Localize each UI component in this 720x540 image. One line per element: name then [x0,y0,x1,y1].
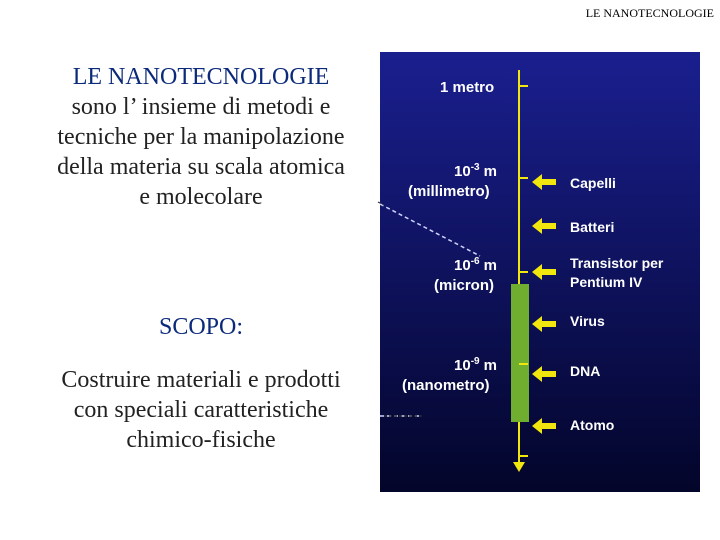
scale-base: 10 [454,257,471,274]
object-label: DNA [570,363,601,379]
scale-desc: (nanometro) [402,377,490,394]
object-label: Capelli [570,175,616,191]
object-label: Transistor per [570,255,664,271]
object-label: Pentium IV [570,274,643,290]
slide-title: LE NANOTECNOLOGIE [72,64,330,90]
purpose-text [26,365,376,455]
scale-unit: m [483,257,497,274]
scale-base: 10 [454,163,471,180]
object-label: Batteri [570,219,615,235]
definition-line: tecniche per la manipolazione [57,124,345,150]
scale-label-metro: 1 metro [440,79,495,96]
object-label: Virus [570,313,605,329]
scale-diagram [380,52,700,492]
scale-exponent: -3 [470,162,480,173]
scale-exponent: -9 [470,356,480,367]
scale-desc: (micron) [434,277,494,294]
scale-exponent: -6 [470,256,480,267]
nano-range-bar [511,284,529,422]
definition-line: della materia su scala atomica [57,154,345,180]
scale-base: 10 [454,357,471,374]
scale-desc: (millimetro) [408,183,490,200]
definition-line: e molecolare [139,184,263,210]
purpose-line: chimico-fisiche [126,427,276,453]
intro-block [26,62,376,212]
scale-unit: m [483,357,497,374]
slide-header: LE NANOTECNOLOGIE [585,6,714,20]
purpose-line: Costruire materiali e prodotti [61,367,341,393]
object-label: Atomo [570,417,615,433]
purpose-line: con speciali caratteristiche [73,397,329,423]
definition-line: sono l’ insieme di metodi e [71,94,331,120]
scale-figure [380,52,700,492]
scale-unit: m [483,163,497,180]
purpose-heading: SCOPO: [158,314,244,340]
